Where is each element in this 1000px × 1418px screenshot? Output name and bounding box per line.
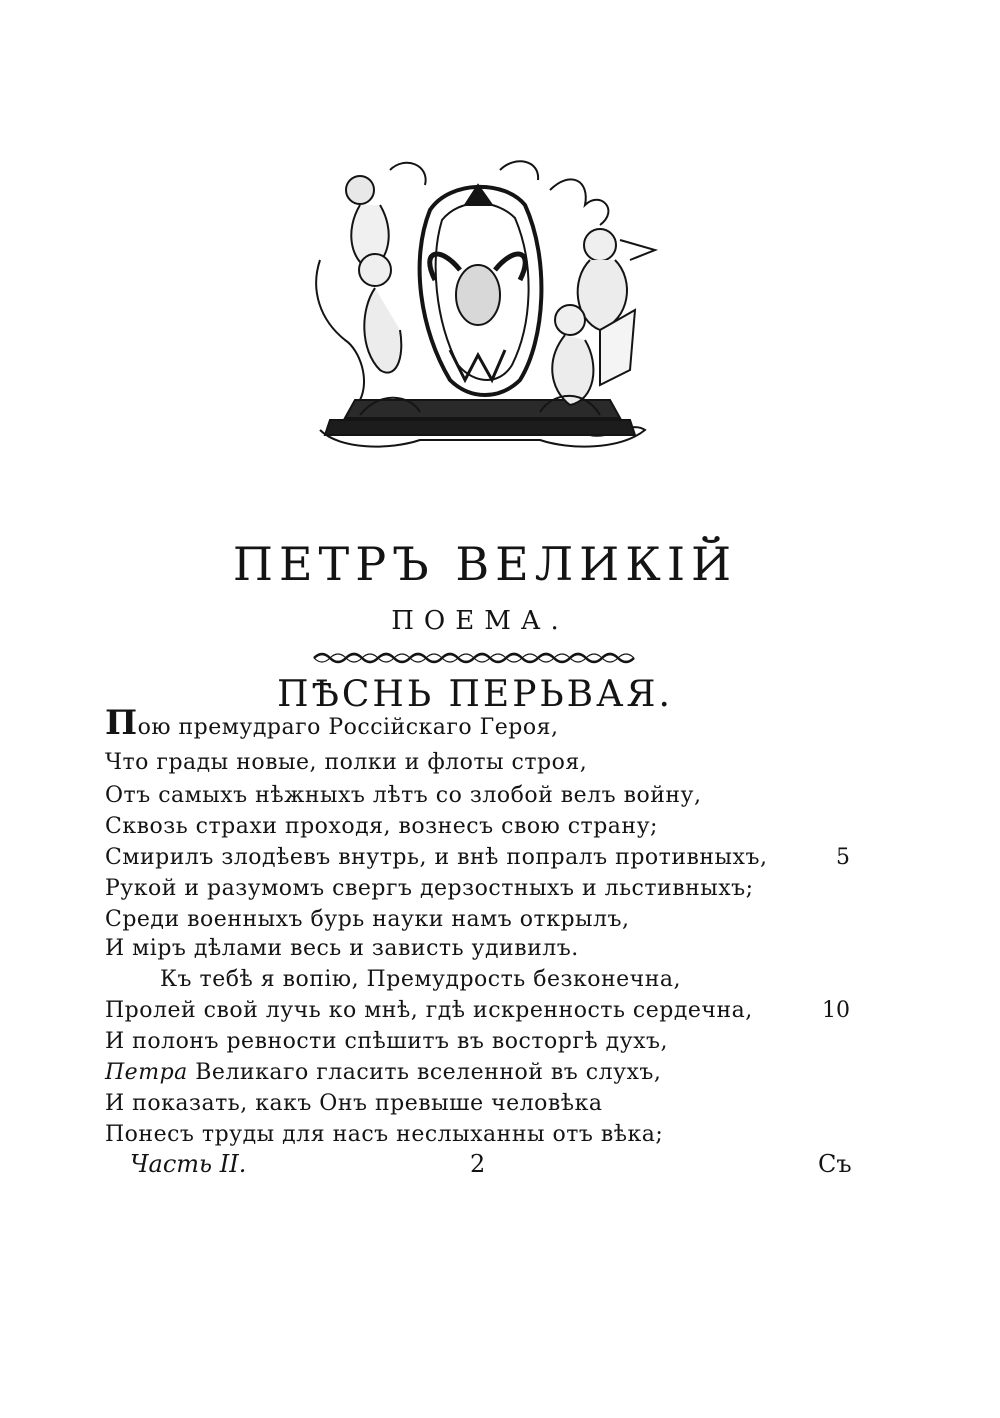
verse-line-1	[105, 703, 559, 743]
verse-line-8: И міръ дѣлами весь и зависть удивилъ.	[105, 936, 579, 961]
verse-line-6: Рукой и разумомъ свергъ дерзостныхъ и льстивныхъ;	[105, 876, 754, 901]
ornamental-rule	[312, 650, 642, 666]
verse-line-5: Смирилъ злодѣевъ внутрь, и внѣ попралъ противныхъ,	[105, 845, 768, 870]
catchword: Съ	[818, 1150, 852, 1178]
line-number-5: 5	[836, 845, 850, 870]
verse-line-13: И показать, какъ Онъ превыше человѣка	[105, 1091, 603, 1116]
verse-line-11: И полонъ ревности спѣшитъ въ восторгѣ духъ,	[105, 1029, 669, 1054]
ornamental-vignette	[300, 150, 660, 470]
verse-line-7: Среди военныхъ бурь науки намъ открылъ,	[105, 907, 630, 932]
signature-mark: 2	[470, 1150, 486, 1178]
verse-text: Великаго гласить вселенной въ слухъ,	[187, 1060, 662, 1085]
poem-subtitle: ПОЕМА.	[391, 606, 569, 636]
verse-line-14: Понесъ труды для насъ неслыханны отъ вѣка;	[105, 1122, 664, 1147]
line-number-10: 10	[822, 998, 850, 1023]
verse-line-2: Что грады новые, полки и флоты строя,	[105, 750, 588, 775]
verse-line-10: Пролей свой лучь ко мнѣ, гдѣ искренность сердечна,	[105, 998, 753, 1023]
verse-text: ою премудраго Россійскаго Героя,	[137, 715, 559, 740]
canto-heading: ПѢСНЬ ПЕРЬВАЯ.	[277, 674, 673, 715]
verse-line-4: Сквозь страхи проходя, вознесъ свою страну;	[105, 814, 658, 839]
verse-line-9: Къ тебѣ я вопію, Премудрость безконечна,	[160, 967, 681, 992]
verse-line-12	[105, 1058, 661, 1088]
poem-title: ПЕТРЪ ВЕЛИКІЙ	[232, 537, 738, 591]
verse-line-3: Отъ самыхъ нѣжныхъ лѣтъ со злобой велъ войну,	[105, 783, 702, 808]
emphasized-name: Петра	[105, 1060, 188, 1085]
drop-cap: П	[105, 703, 138, 743]
part-label: Часть II.	[130, 1150, 247, 1178]
